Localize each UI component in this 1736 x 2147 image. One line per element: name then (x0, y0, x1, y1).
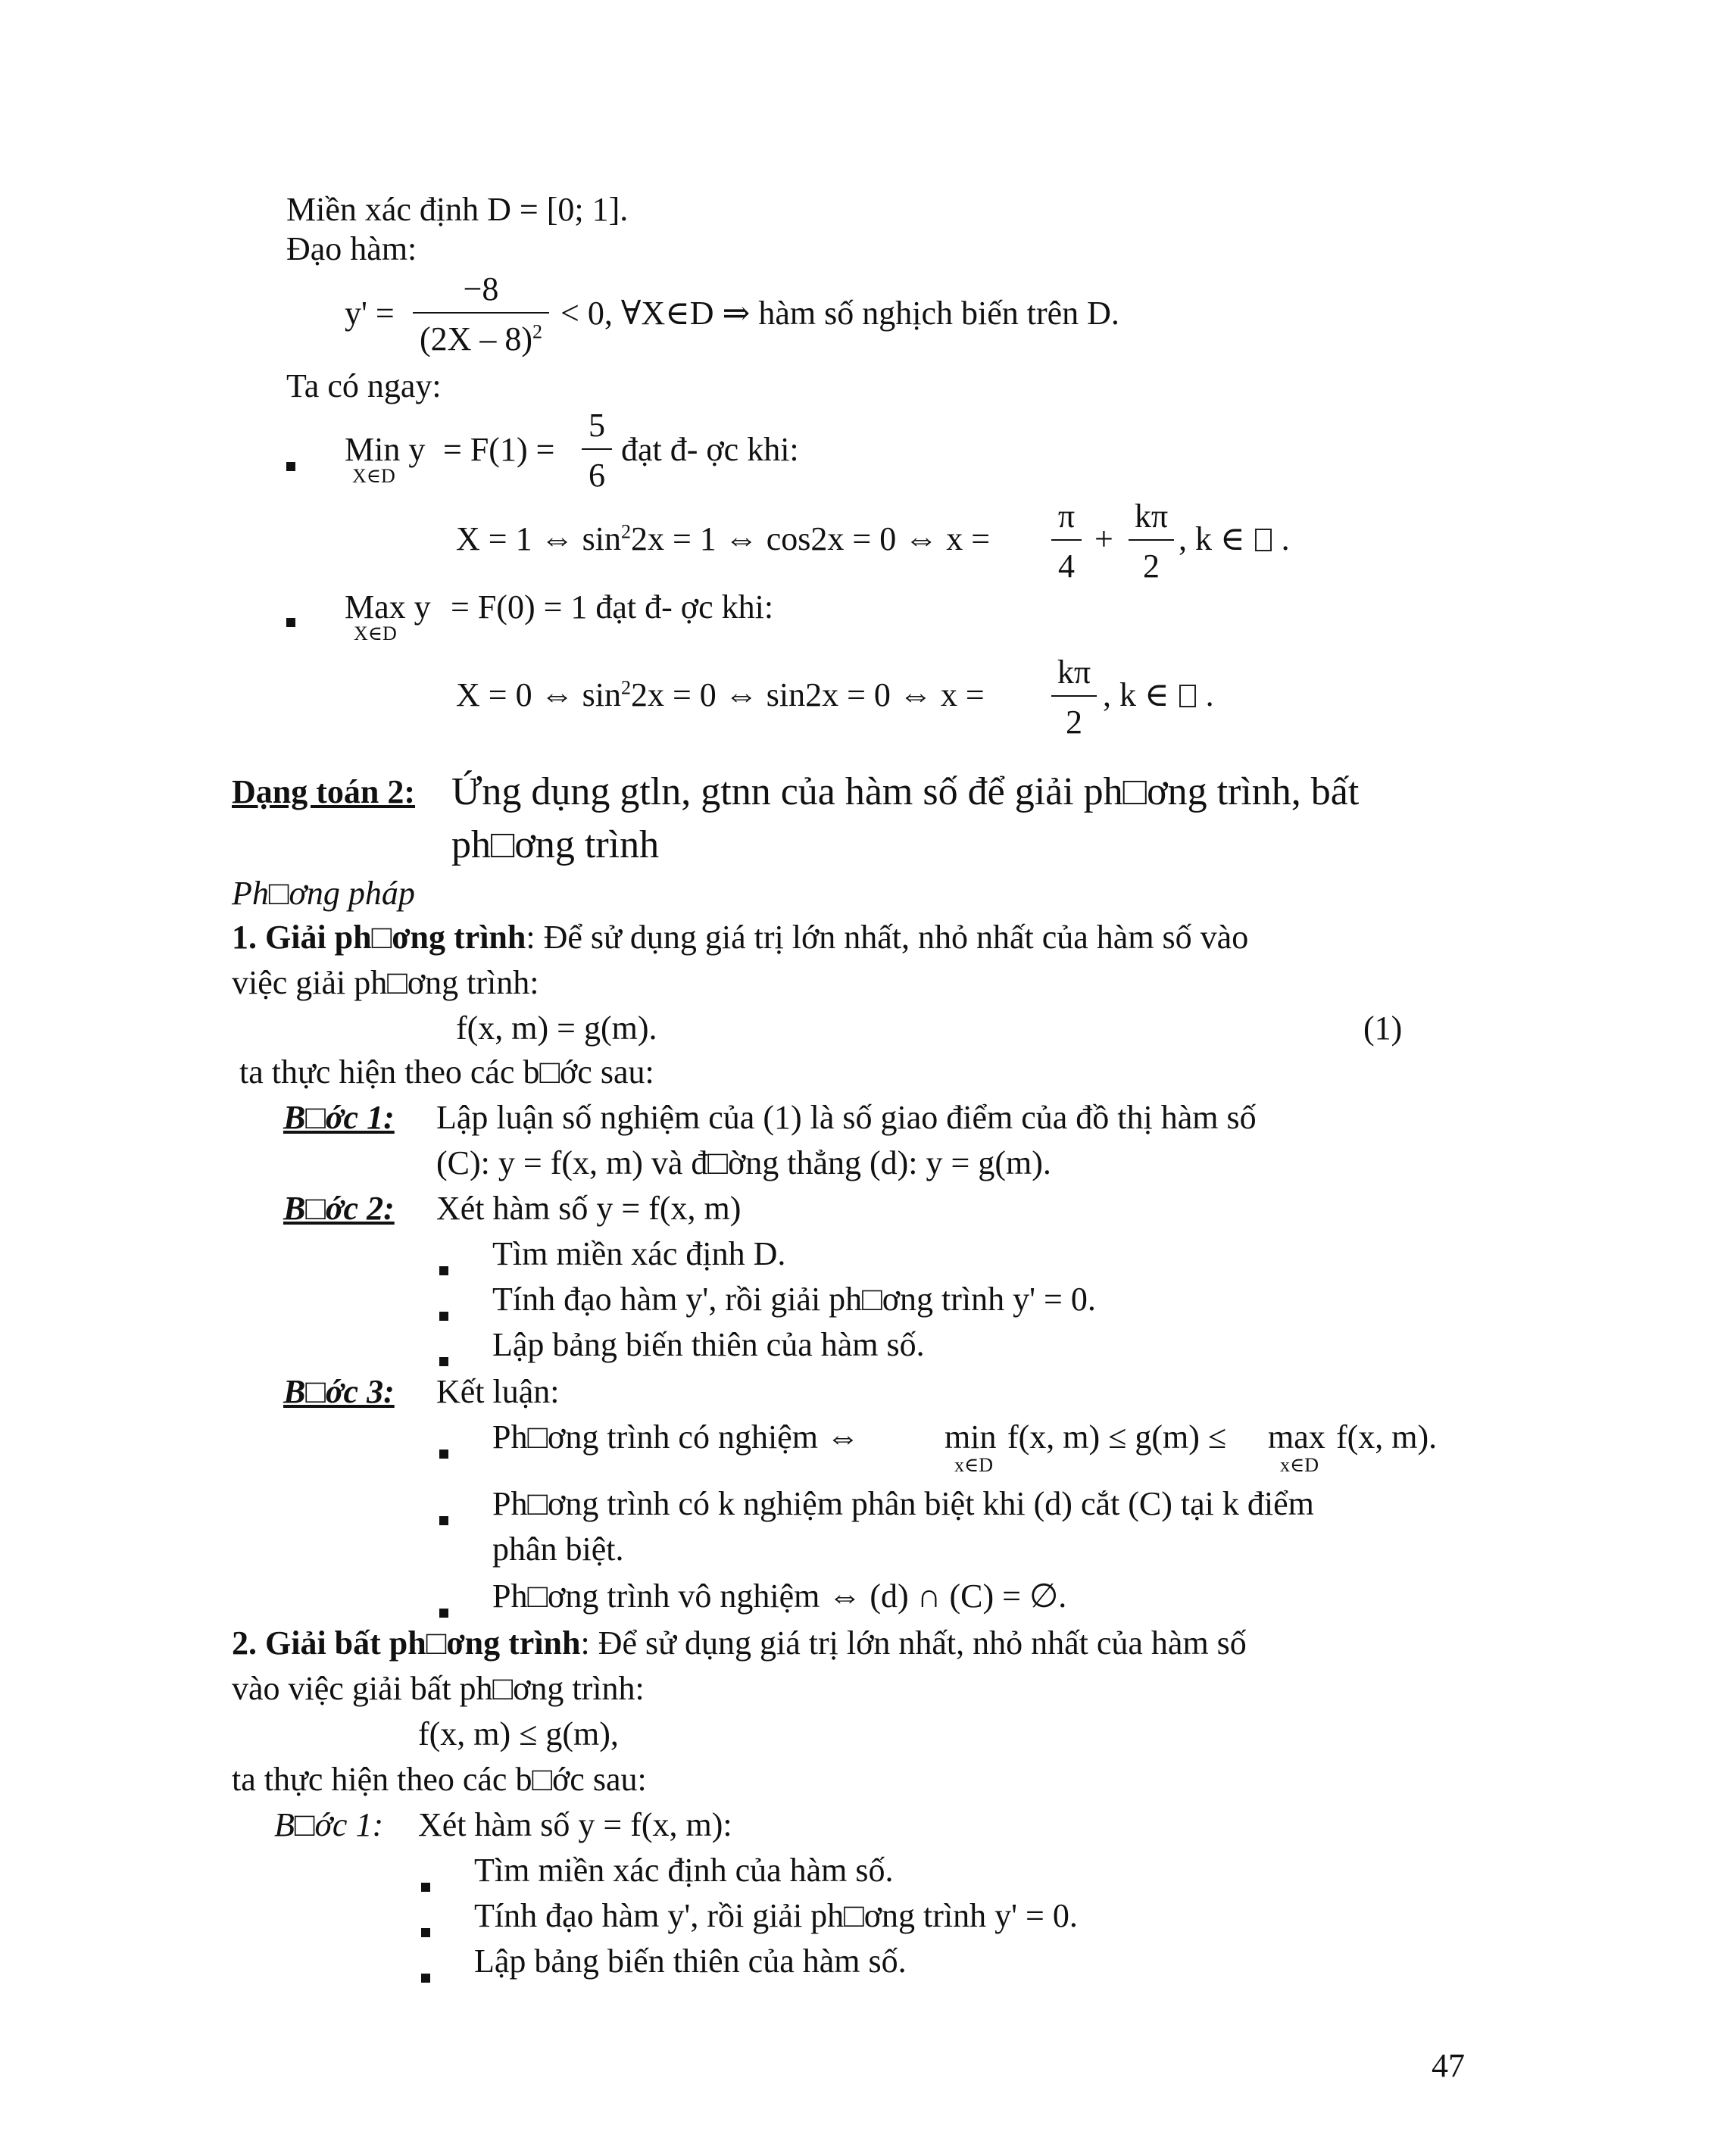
kpi-denominator: 2 (1143, 548, 1160, 585)
section-label: Dạng toán 2: (232, 773, 416, 810)
part1-step2-item: Tìm miền xác định D. (492, 1235, 786, 1272)
kpi-numerator: kπ (1134, 498, 1169, 535)
part1-equation: f(x, m) = g(m). (456, 1010, 657, 1047)
part1-heading-line2: việc giải ph□ơng trình: (232, 964, 539, 1001)
min-condition: X = 1 ⇔ $\sin^22x = 1$ ⇔ cos2x = 0 ⇔ x = (456, 520, 991, 557)
bullet (439, 1248, 448, 1281)
page-number: 47 (1432, 2047, 1465, 2084)
integer-set-glyph (1179, 685, 1196, 707)
min-denominator: 6 (589, 457, 605, 494)
part2-step1-label: B□ớc 1: (274, 1806, 384, 1843)
max-condition: X = 0 ⇔ $\sin^22x = 0$ ⇔ sin2x = 0 ⇔ x = (456, 676, 985, 713)
bullet-min (286, 444, 295, 477)
derivative-label: Đạo hàm: (286, 230, 417, 267)
bullet (439, 1339, 448, 1372)
min-word-subscript: x∈D (954, 1454, 994, 1476)
part2-step1-item: Tính đạo hàm y', rồi giải ph□ơng trình y' = 0. (474, 1897, 1078, 1934)
bullet (439, 1431, 448, 1465)
conclusion-middle: f(x, m) ≤ g(m) ≤ (1007, 1418, 1227, 1456)
derivative-numerator: −8 (463, 270, 499, 307)
max-operator: Max y (345, 588, 431, 626)
part1-step1-text-2: (C): y = f(x, m) và đ□ờng thẳng (d): y = g(m). (436, 1144, 1051, 1181)
section-title-line2: ph□ơng trình (451, 823, 660, 866)
part2-step1-text: Xét hàm số y = f(x, m): (418, 1806, 732, 1843)
bullet (439, 1498, 448, 1531)
bullet (439, 1590, 448, 1624)
min-word: min (944, 1418, 997, 1456)
part1-heading: 1. Giải ph□ơng trình: Để sử dụng giá trị lớn nhất, nhỏ nhất của hàm số vào (232, 919, 1249, 956)
max-word-subscript: x∈D (1280, 1454, 1319, 1476)
derivative-lhs: y' = (345, 295, 395, 332)
min-fraction (582, 409, 612, 492)
part1-step2-label: B□ớc 2: (283, 1190, 395, 1227)
conclusion-no-solution: Ph□ơng trình vô nghiệm ⇔ (d) ∩ (C) = ∅. (492, 1577, 1067, 1615)
derivative-fraction (413, 270, 549, 357)
part2-inequality: f(x, m) ≤ g(m), (418, 1715, 619, 1752)
part1-step3-label: B□ớc 3: (283, 1373, 395, 1410)
min-equation: = F(1) = (443, 431, 555, 468)
derivative-rhs: < 0, ∀X∈D ⇒ hàm số nghịch biến trên D. (560, 295, 1119, 332)
part1-step2-text: Xét hàm số y = f(x, m) (436, 1190, 742, 1227)
part2-steps-intro: ta thực hiện theo các b□ớc sau: (232, 1761, 647, 1798)
max-kpi-over-2 (1051, 656, 1097, 739)
part2-step1-item: Lập bảng biến thiên của hàm số. (474, 1943, 907, 1980)
pi-over-4 (1051, 500, 1082, 583)
min-operator: Min y (345, 431, 426, 468)
bullet (421, 1955, 430, 1989)
max-kpi-numerator: kπ (1057, 654, 1091, 691)
bullet (421, 1865, 430, 1898)
part1-step2-item: Lập bảng biến thiên của hàm số. (492, 1326, 925, 1363)
conclusion-has-solution: Ph□ơng trình có nghiệm ⇔ (492, 1418, 860, 1456)
we-have: Ta có ngay: (286, 367, 442, 404)
kpi-over-2 (1129, 500, 1174, 583)
part1-equation-number: (1) (1363, 1010, 1403, 1047)
part2-heading: 2. Giải bất ph□ơng trình: Để sử dụng giá trị lớn nhất, nhỏ nhất của hàm số (232, 1624, 1247, 1662)
bullet-max (286, 600, 295, 633)
pi-denominator: 4 (1058, 548, 1075, 585)
min-subscript: X∈D (352, 465, 395, 487)
conclusion-k-solutions: Ph□ơng trình có k nghiệm phân biệt khi (d) cắt (C) tại k điểm (492, 1485, 1314, 1522)
derivative-denominator: (2X – 8)$^2$ (419, 320, 543, 357)
method-label: Ph□ơng pháp (232, 875, 415, 912)
conclusion-k-solutions-2: phân biệt. (492, 1531, 624, 1568)
max-kpi-denominator: 2 (1066, 704, 1082, 741)
part2-heading-line2: vào việc giải bất ph□ơng trình: (232, 1670, 645, 1707)
min-tail: đạt đ- ợc khi: (621, 431, 799, 468)
max-k-in-set: , k ∈ . (1103, 676, 1214, 713)
max-subscript: X∈D (354, 623, 397, 644)
part2-step1-item: Tìm miền xác định của hàm số. (474, 1852, 894, 1889)
part1-steps-intro: ta thực hiện theo các b□ớc sau: (239, 1053, 654, 1091)
part1-step2-item: Tính đạo hàm y', rồi giải ph□ơng trình y' = 0. (492, 1281, 1096, 1318)
domain-line: Miền xác định D = [0; 1]. (286, 191, 629, 228)
k-in-set: , k ∈ . (1179, 520, 1290, 557)
bullet (421, 1910, 430, 1943)
part1-step3-text: Kết luận: (436, 1373, 560, 1410)
part1-step1-label: B□ớc 1: (283, 1099, 395, 1136)
max-word: max (1268, 1418, 1325, 1456)
bullet (439, 1294, 448, 1327)
conclusion-end: f(x, m). (1336, 1418, 1438, 1456)
min-numerator: 5 (589, 407, 605, 444)
plus-sign: + (1094, 520, 1113, 557)
integer-set-glyph (1255, 529, 1272, 551)
section-title-line1: Ứng dụng gtln, gtnn của hàm số để giải ph□ơng trình, bất (451, 770, 1360, 813)
max-equation: = F(0) = 1 đạt đ- ợc khi: (451, 588, 774, 626)
pi-numerator: π (1057, 498, 1076, 535)
part1-step1-text: Lập luận số nghiệm của (1) là số giao điểm của đồ thị hàm số (436, 1099, 1257, 1136)
